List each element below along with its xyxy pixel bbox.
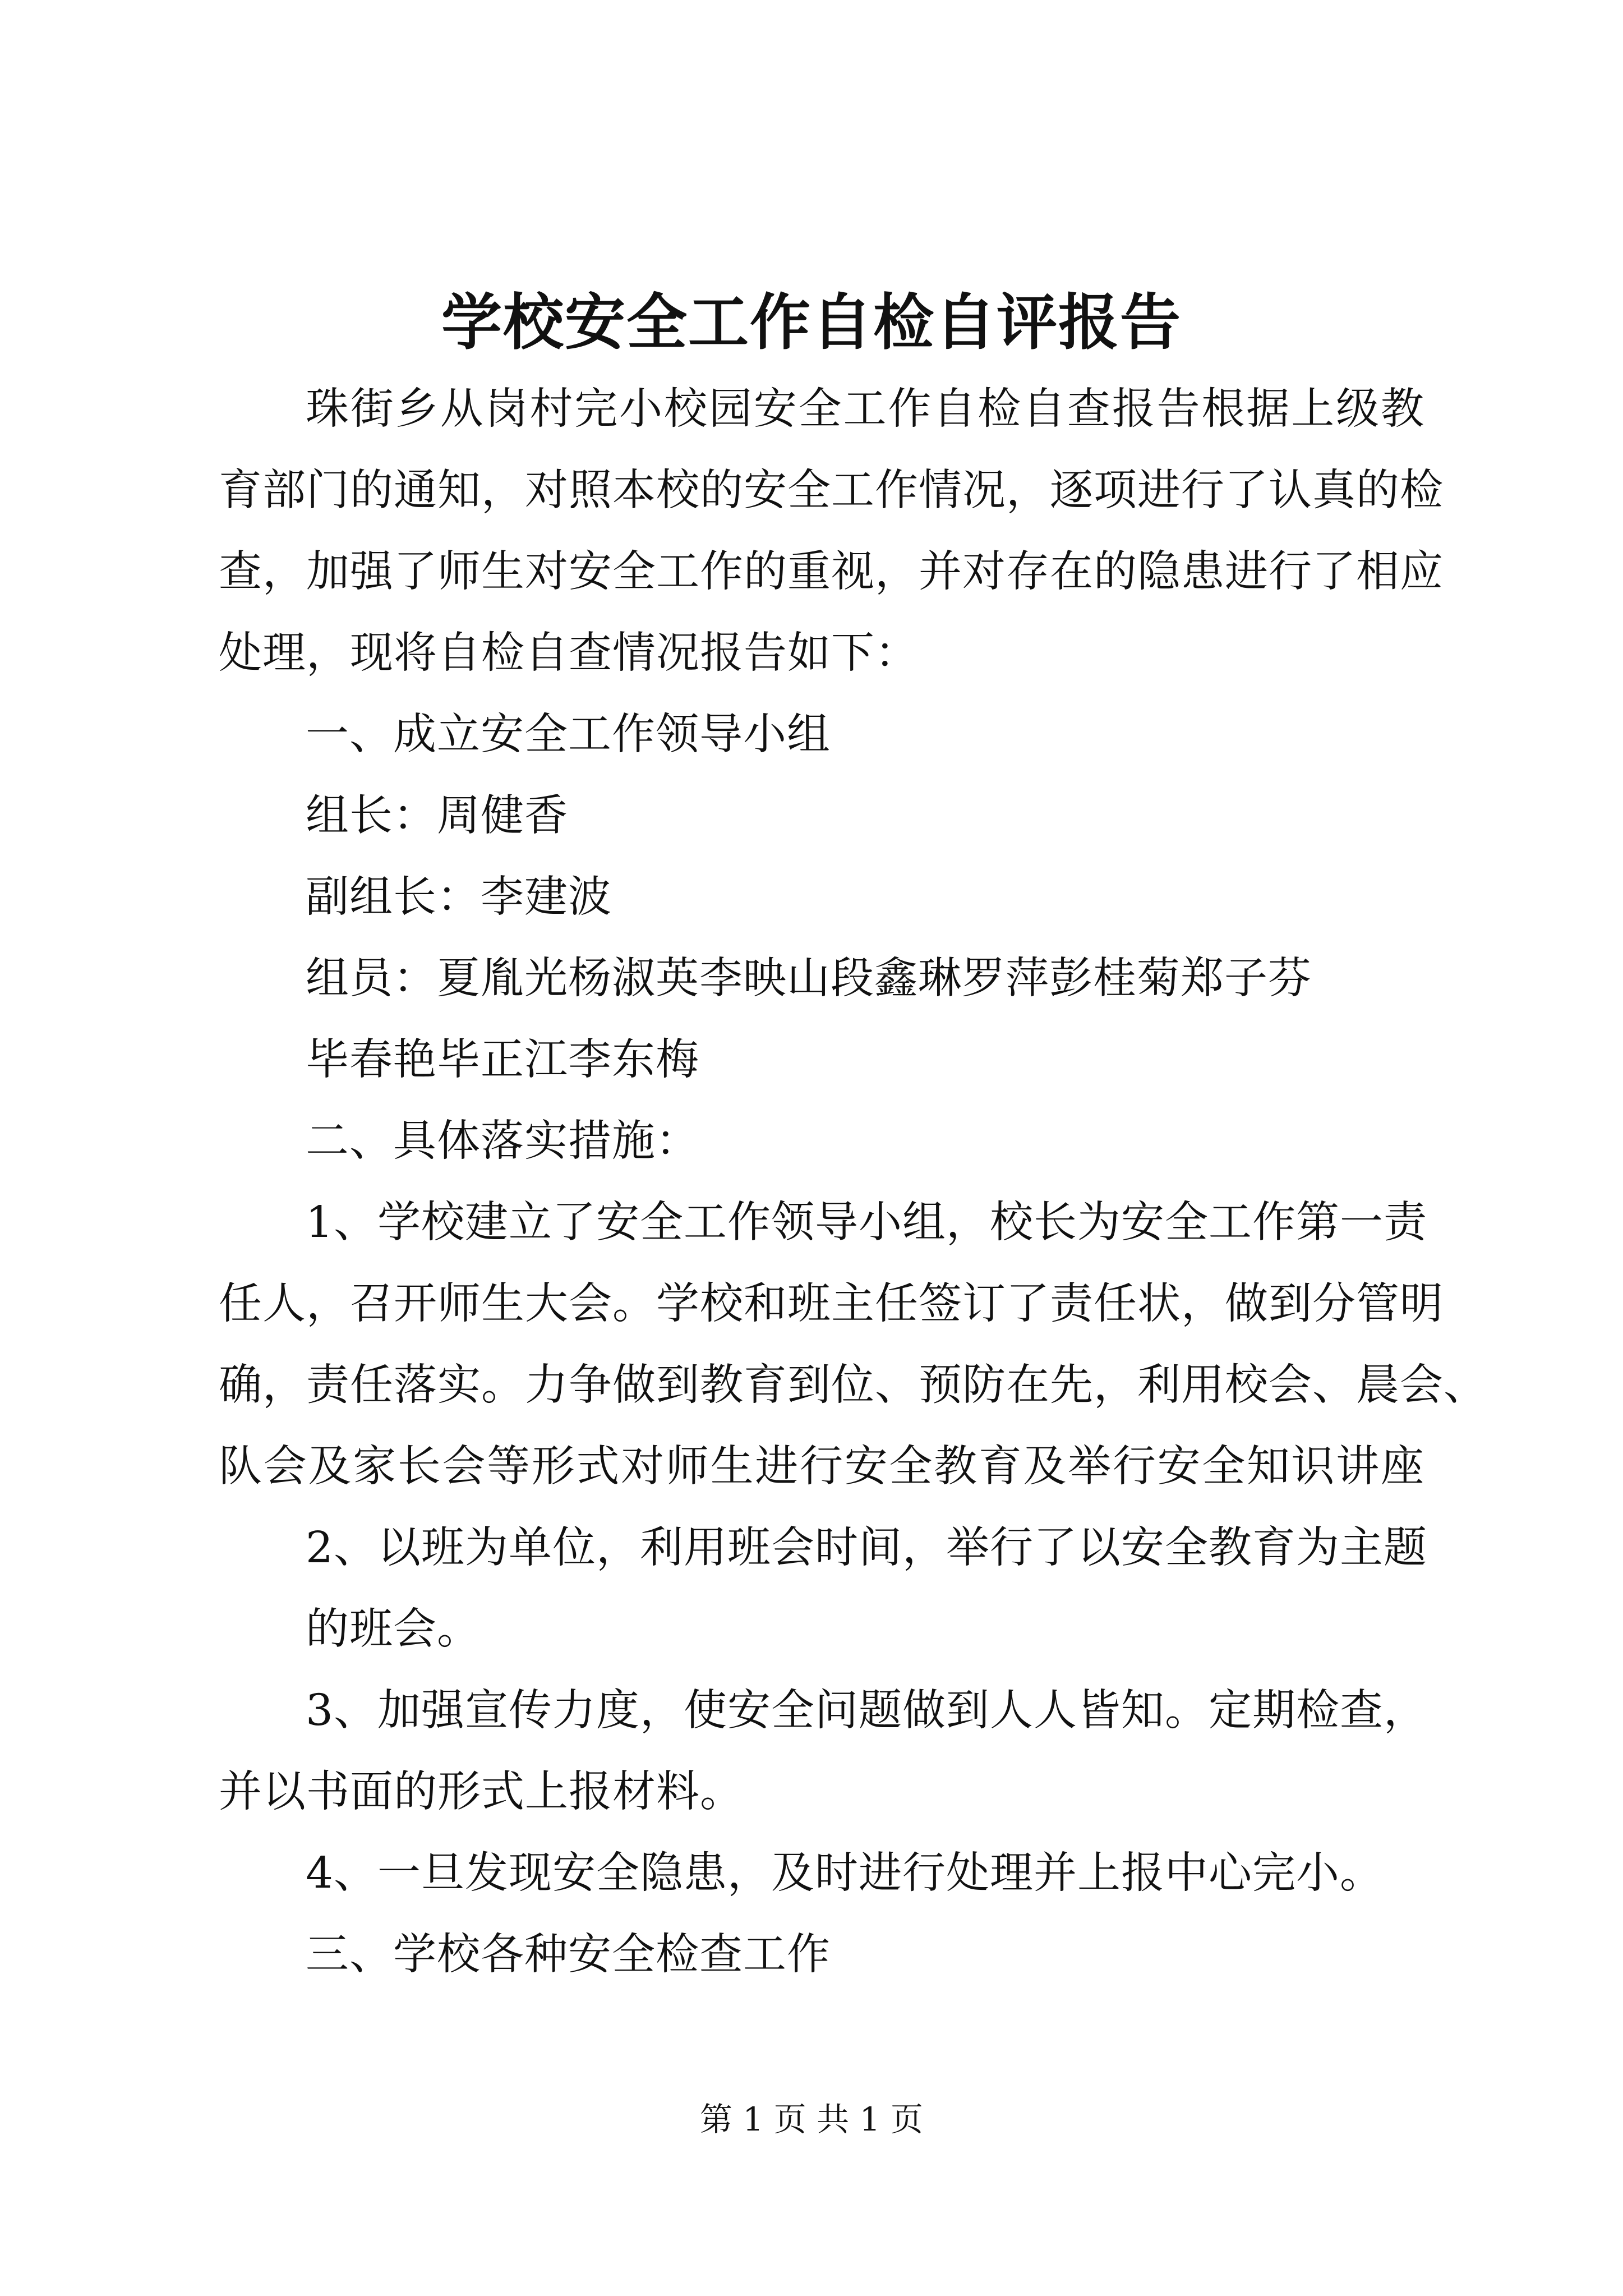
paragraph-line: 3、加强宣传力度，使安全问题做到人人皆知。定期检查， [306, 1686, 1427, 1736]
paragraph-line: 队会及家长会等形式对师生进行安全教育及举行安全知识讲座 [219, 1442, 1424, 1492]
page-number: 第 1 页 共 1 页 [700, 2100, 923, 2138]
section-heading: 二、具体落实措施： [306, 1116, 699, 1166]
paragraph-line: 的班会。 [306, 1604, 481, 1654]
paragraph-line: 1、学校建立了安全工作领导小组，校长为安全工作第一责 [306, 1198, 1427, 1248]
paragraph-line: 处理，现将自检自查情况报告如下： [219, 628, 919, 678]
paragraph-line: 查，加强了师生对安全工作的重视，并对存在的隐患进行了相应 [219, 547, 1444, 597]
paragraph-line: 育部门的通知，对照本校的安全工作情况，逐项进行了认真的检 [219, 466, 1444, 516]
paragraph-line: 珠街乡从岗村完小校园安全工作自检自查报告根据上级教 [306, 384, 1424, 434]
document-title: 学校安全工作自检自评报告 [441, 287, 1182, 358]
paragraph-line: 组长：周健香 [306, 791, 568, 841]
paragraph-line: 确，责任落实。力争做到教育到位、预防在先，利用校会、晨会、 [219, 1360, 1487, 1410]
paragraph-line: 4、一旦发现安全隐患，及时进行处理并上报中心完小。 [306, 1848, 1384, 1898]
section-heading: 一、成立安全工作领导小组 [306, 710, 831, 760]
paragraph-line: 毕春艳毕正江李东梅 [306, 1035, 699, 1085]
paragraph-line: 任人，召开师生大会。学校和班主任签订了责任状，做到分管明 [219, 1279, 1444, 1329]
paragraph-line: 组员：夏胤光杨淑英李映山段鑫琳罗萍彭桂菊郑子芬 [306, 954, 1312, 1004]
paragraph-line: 并以书面的形式上报材料。 [219, 1767, 744, 1817]
section-heading: 三、学校各种安全检查工作 [306, 1930, 831, 1980]
paragraph-line: 副组长：李建波 [306, 872, 612, 922]
paragraph-line: 2、以班为单位，利用班会时间，举行了以安全教育为主题 [306, 1523, 1427, 1573]
